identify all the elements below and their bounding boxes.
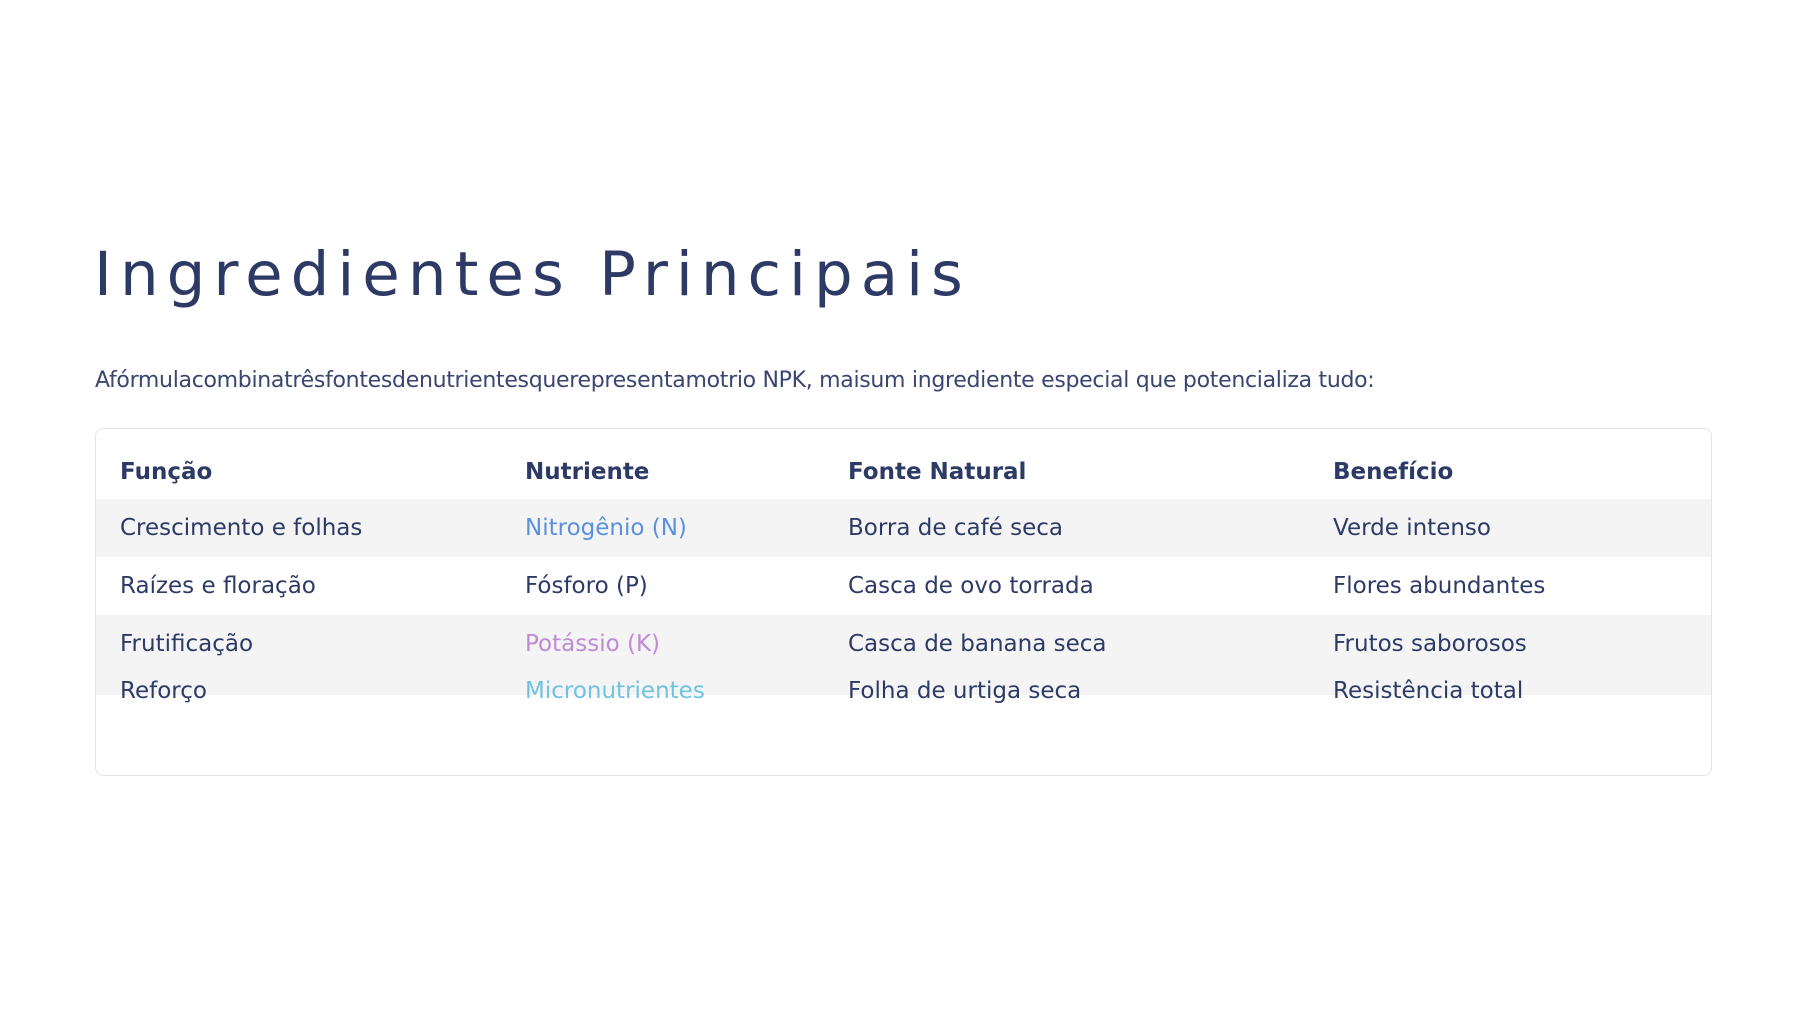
header-funcao: Função	[120, 459, 213, 485]
cell-beneficio: Frutos saborosos	[1333, 631, 1527, 657]
cell-nutriente: Micronutrientes	[525, 678, 705, 704]
cell-fonte-natural: Casca de banana seca	[848, 631, 1107, 657]
table-row	[96, 499, 1711, 557]
cell-funcao: Raízes e floração	[120, 573, 316, 599]
cell-fonte-natural: Borra de café seca	[848, 515, 1063, 541]
header-nutriente: Nutriente	[525, 459, 650, 485]
header-beneficio: Benefício	[1333, 459, 1454, 485]
cell-funcao: Frutificação	[120, 631, 254, 657]
cell-fonte-natural: Casca de ovo torrada	[848, 573, 1094, 599]
cell-beneficio: Flores abundantes	[1333, 573, 1546, 599]
header-fonte-natural: Fonte Natural	[848, 459, 1027, 485]
table-row	[96, 673, 1711, 704]
table-header-row	[96, 443, 1711, 501]
table-row	[96, 557, 1711, 615]
cell-nutriente: Nitrogênio (N)	[525, 515, 687, 541]
cell-fonte-natural: Folha de urtiga seca	[848, 678, 1082, 704]
table-row	[96, 615, 1711, 673]
cell-nutriente: Fósforo (P)	[525, 573, 648, 599]
cell-funcao: Reforço	[120, 678, 207, 704]
page-title: Ingredientes Principais	[94, 239, 971, 310]
cell-beneficio: Verde intenso	[1333, 515, 1491, 541]
cell-funcao: Crescimento e folhas	[120, 515, 363, 541]
intro-text: Afórmulacombinatrêsfontesdenutrientesquerepresentamotrio NPK, maisum ingrediente especial que potencializa tudo:	[95, 368, 1375, 393]
cell-nutriente: Potássio (K)	[525, 631, 661, 657]
ingredients-table	[95, 428, 1712, 776]
cell-beneficio: Resistência total	[1333, 678, 1524, 704]
